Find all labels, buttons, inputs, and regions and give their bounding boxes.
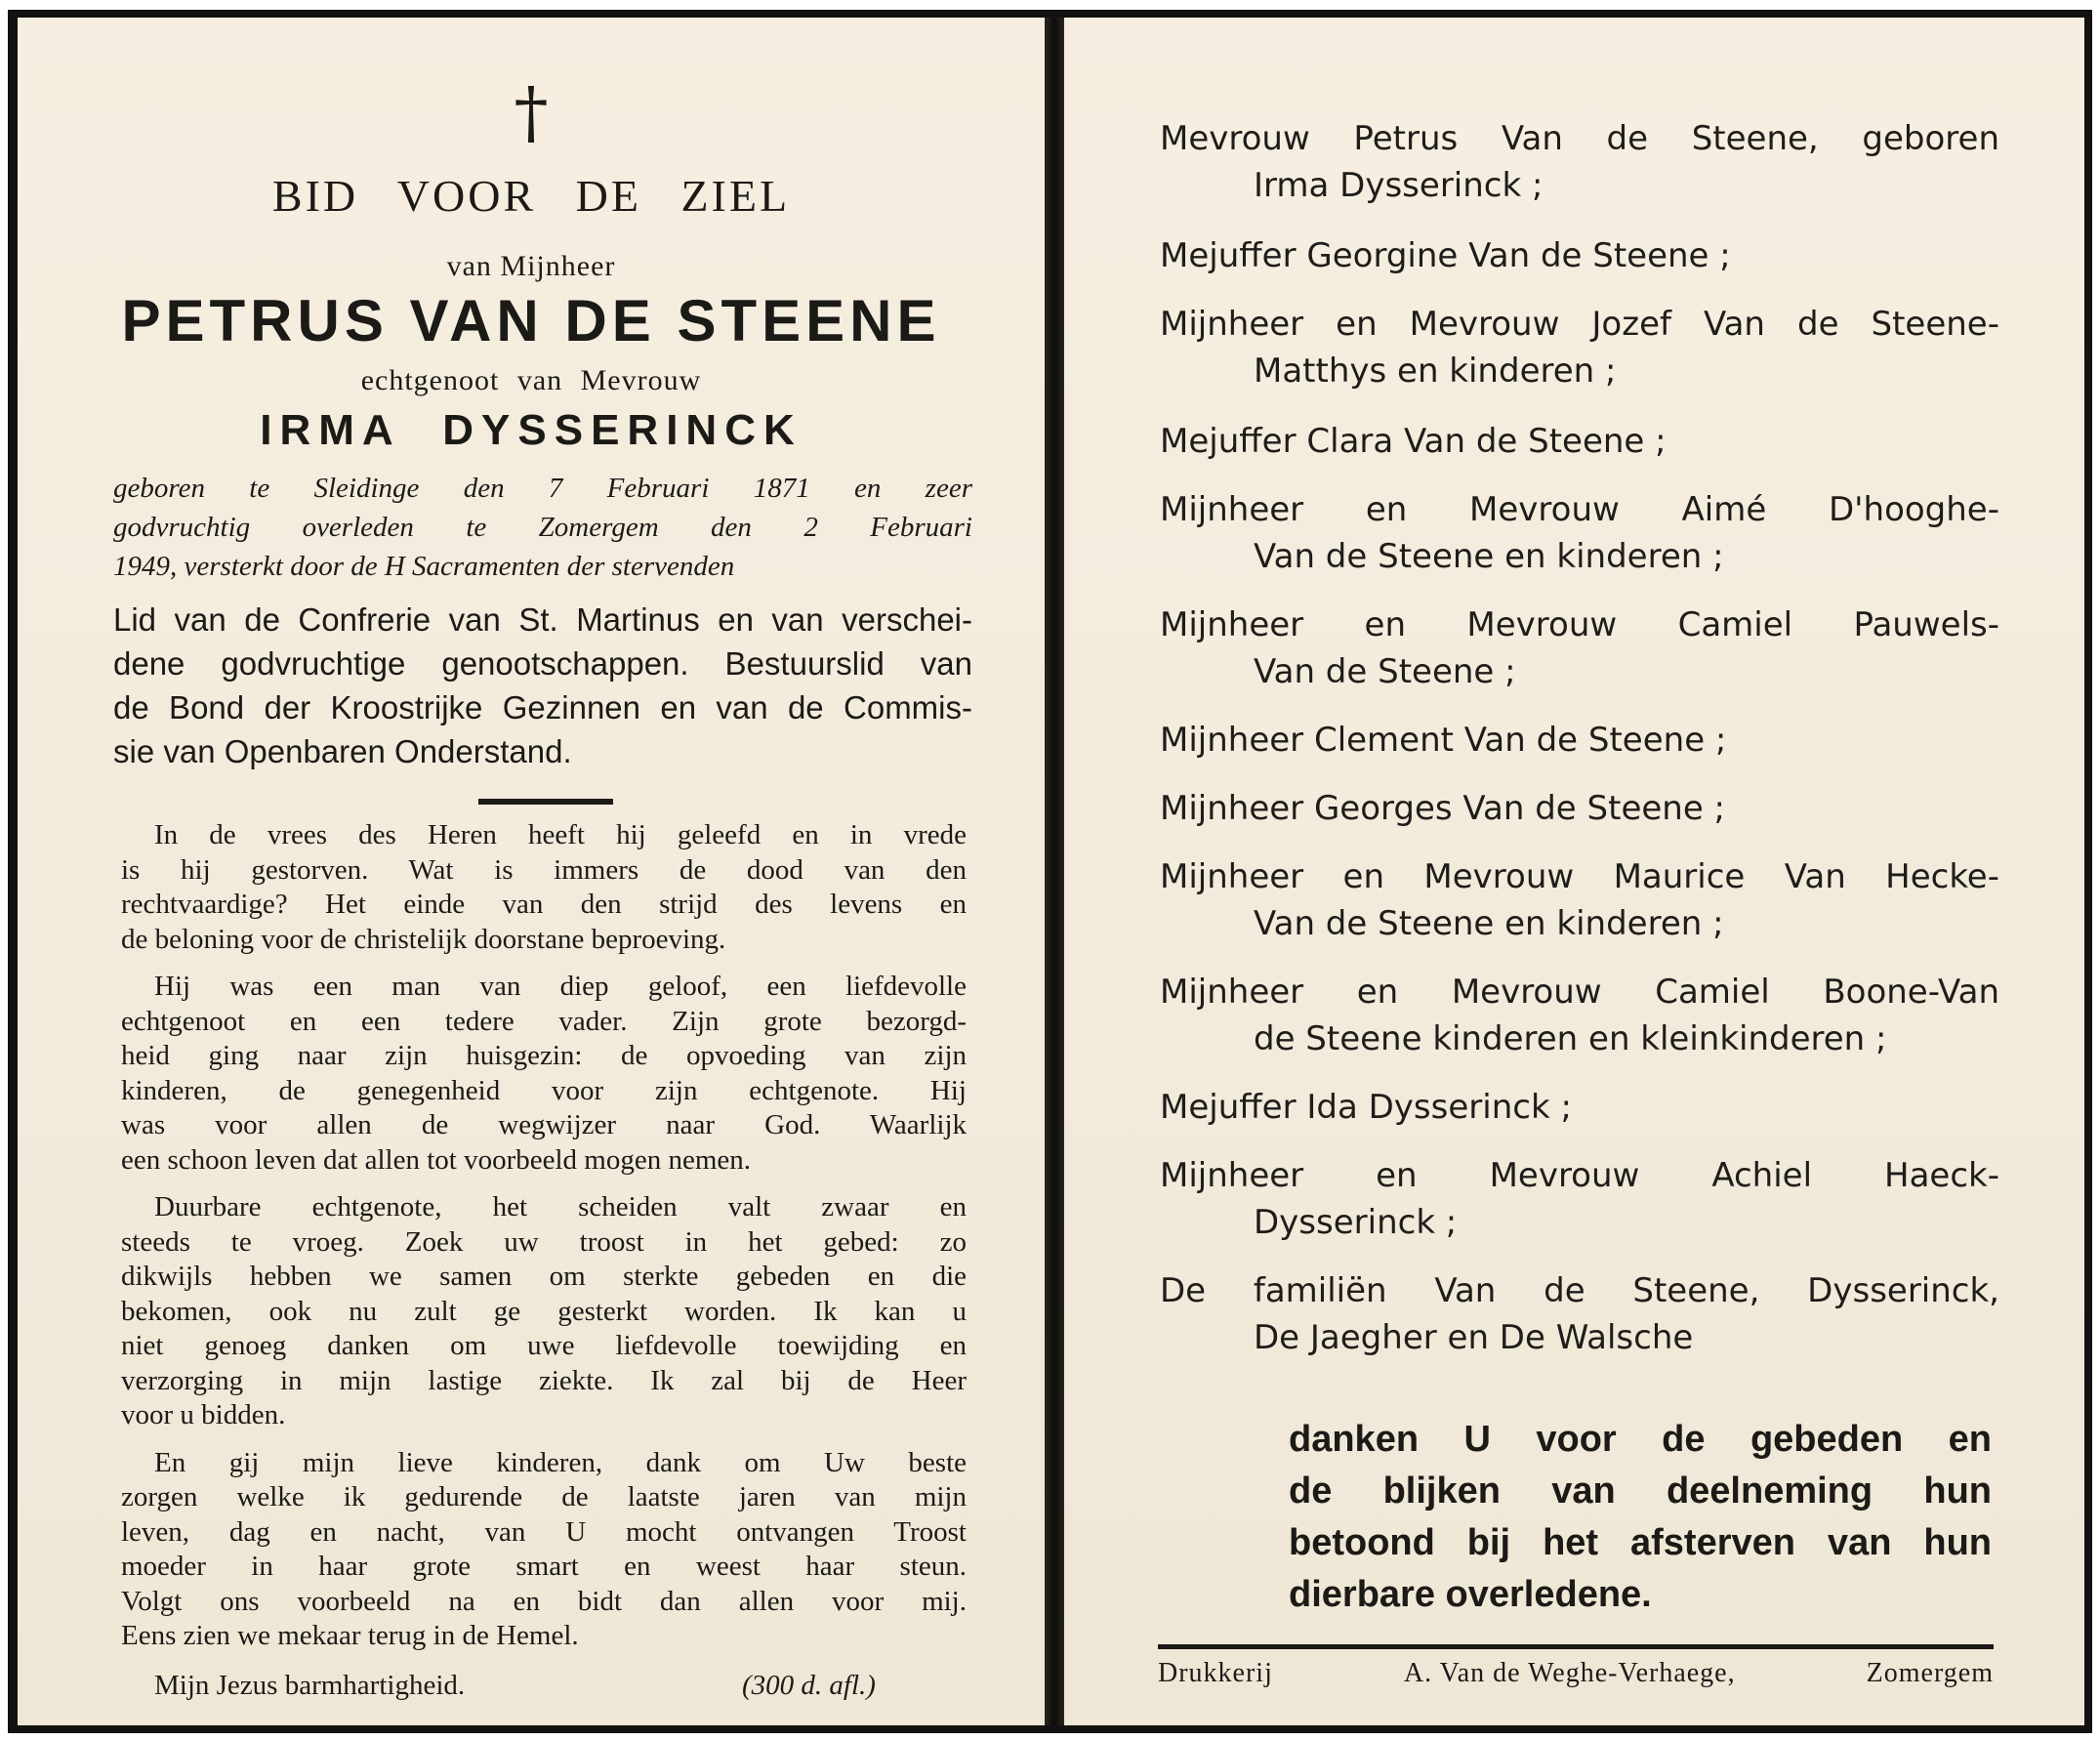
mourner-entry bbox=[1160, 601, 1999, 695]
mourner-entry bbox=[1160, 853, 1999, 947]
mourner-line: Mejuffer Ida Dysserinck ; bbox=[1160, 1088, 1572, 1127]
thanks-text bbox=[1289, 1414, 1992, 1621]
printer-place: Zomergem bbox=[1866, 1658, 1994, 1688]
footer-rule bbox=[1158, 1644, 1994, 1649]
memorial-card bbox=[8, 10, 2092, 1733]
text-line: dikwijls hebben we samen om sterkte gebeden en die bbox=[121, 1261, 967, 1292]
text-line: kinderen, de genegenheid voor zijn echtgenote. Hij bbox=[121, 1074, 967, 1106]
right-page bbox=[1064, 18, 2084, 1725]
dates-line: godvruchtig overleden te Zomergem den 2 Februari bbox=[113, 512, 972, 543]
mourner-continuation: Van de Steene en kinderen ; bbox=[1254, 904, 1724, 943]
text-line: was voor allen de wegwijzer naar God. Waarlijk bbox=[121, 1109, 967, 1140]
mourner-continuation: Van de Steene en kinderen ; bbox=[1254, 537, 1724, 576]
mourner-entry bbox=[1160, 969, 1999, 1062]
mourner-line: Mijnheer en Mevrouw Achiel Haeck- bbox=[1160, 1156, 1999, 1195]
mourner-continuation: Matthys en kinderen ; bbox=[1254, 352, 1617, 391]
text-line: de beloning voor de christelijk doorstane beproeving. bbox=[121, 923, 726, 955]
mourner-continuation: de Steene kinderen en kleinkinderen ; bbox=[1254, 1019, 1887, 1058]
thanks-line: danken U voor de gebeden en bbox=[1289, 1419, 1992, 1460]
mourner-continuation: Irma Dysserinck ; bbox=[1254, 166, 1544, 205]
text-line: Hij was een man van diep geloof, een liefdevolle bbox=[154, 971, 967, 1002]
mourner-entry bbox=[1160, 785, 1999, 832]
text-line: Volgt ons voorbeeld na en bidt dan allen voor mij. bbox=[121, 1585, 967, 1617]
mourner-entry bbox=[1160, 1267, 1999, 1361]
mourner-line: Mijnheer en Mevrouw Camiel Pauwels- bbox=[1160, 605, 1999, 644]
text-line: moeder in haar grote smart en weest haar steun. bbox=[121, 1551, 967, 1582]
mourner-entry bbox=[1160, 418, 1999, 465]
separator-rule bbox=[478, 799, 613, 805]
text-line: En gij mijn lieve kinderen, dank om Uw beste bbox=[154, 1446, 967, 1478]
mourner-continuation: Dysserinck ; bbox=[1254, 1203, 1458, 1242]
cross-icon: † bbox=[514, 72, 549, 152]
dates-line: geboren te Sleidinge den 7 Februari 1871 en zeer bbox=[113, 473, 972, 504]
text-line: is hij gestorven. Wat is immers de dood van den bbox=[121, 853, 967, 886]
text-line: echtgenoot en een tedere vader. Zijn grote bezorgd- bbox=[121, 1005, 967, 1037]
thanks-line: betoond bij het afsterven van hun bbox=[1289, 1522, 1992, 1563]
printer-label: Drukkerij bbox=[1158, 1658, 1273, 1688]
printer-name: A. Van de Weghe-Verhaege, bbox=[1403, 1658, 1736, 1688]
mourner-line: Mejuffer Clara Van de Steene ; bbox=[1160, 422, 1667, 461]
text-line: Eens zien we mekaar terug in de Hemel. bbox=[121, 1620, 579, 1651]
mourner-line: Mijnheer en Mevrouw Jozef Van de Steene- bbox=[1160, 305, 1999, 344]
paragraph bbox=[121, 970, 967, 1178]
mourner-line: Mejuffer Georgine Van de Steene ; bbox=[1160, 236, 1731, 275]
text-line: steeds te vroeg. Zoek uw troost in het gebed: zo bbox=[121, 1225, 967, 1258]
dates-line: 1949, versterkt door de H Sacramenten der stervenden bbox=[113, 551, 735, 582]
printer-credit bbox=[1158, 1658, 1994, 1689]
indulgence-note: (300 d. afl.) bbox=[742, 1670, 876, 1701]
mourners-list bbox=[1160, 115, 1999, 1361]
mourner-line: De familiën Van de Steene, Dysserinck, bbox=[1160, 1271, 1999, 1310]
text-line: rechtvaardige? Het einde van den strijd des levens en bbox=[121, 889, 967, 920]
mourner-continuation: De Jaegher en De Walsche bbox=[1254, 1318, 1694, 1357]
text-line: leven, dag en nacht, van U mocht ontvangen Troost bbox=[121, 1515, 967, 1548]
card-fold bbox=[1045, 18, 1064, 1725]
text-line: voor u bidden. bbox=[121, 1399, 286, 1430]
mourner-entry bbox=[1160, 232, 1999, 279]
text-line: een schoon leven dat allen tot voorbeeld mogen nemen. bbox=[121, 1143, 752, 1176]
mourner-line: Mevrouw Petrus Van de Steene, geboren bbox=[1160, 119, 1999, 158]
text-line: Duurbare echtgenote, het scheiden valt zwaar en bbox=[154, 1191, 967, 1222]
mourner-entry bbox=[1160, 1152, 1999, 1246]
membership-line: de Bond der Kroostrijke Gezinnen en van de Commis- bbox=[113, 689, 972, 725]
paragraph bbox=[121, 1190, 967, 1433]
mourner-line: Mijnheer Georges Van de Steene ; bbox=[1160, 789, 1726, 828]
prayer-heading: BID VOOR DE ZIEL bbox=[271, 171, 791, 221]
closing-prayer: Mijn Jezus barmhartigheid. bbox=[154, 1670, 466, 1701]
mourner-line: Mijnheer en Mevrouw Camiel Boone-Van bbox=[1160, 973, 1999, 1012]
text-line: niet genoeg danken om uwe liefdevolle toewijding en bbox=[121, 1330, 967, 1361]
membership-line: Lid van de Confrerie van St. Martinus en van verschei- bbox=[113, 601, 972, 638]
birth-death-dates bbox=[113, 469, 972, 586]
membership-line: sie van Openbaren Onderstand. bbox=[113, 733, 572, 769]
spouse-name: IRMA DYSSERINCK bbox=[260, 406, 803, 454]
deceased-name: PETRUS VAN DE STEENE bbox=[121, 288, 941, 353]
mourner-line: Mijnheer en Mevrouw Aimé D'hooghe- bbox=[1160, 490, 1999, 529]
thanks-line: dierbare overledene. bbox=[1289, 1574, 1652, 1615]
mourner-entry bbox=[1160, 301, 1999, 394]
text-line: zorgen welke ik gedurende de laatste jaren van mijn bbox=[121, 1481, 967, 1512]
membership-line: dene godvruchtige genootschappen. Bestuurslid van bbox=[113, 645, 972, 682]
paragraph bbox=[121, 818, 967, 957]
mourner-entry bbox=[1160, 486, 1999, 580]
mourner-entry bbox=[1160, 1084, 1999, 1131]
left-page bbox=[18, 18, 1045, 1725]
text-line: verzorging in mijn lastige ziekte. Ik zal bij de Heer bbox=[121, 1364, 967, 1396]
memorial-body bbox=[121, 818, 967, 1667]
text-line: In de vrees des Heren heeft hij geleefd en in vrede bbox=[154, 819, 967, 850]
paragraph bbox=[121, 1446, 967, 1654]
thanks-line: de blijken van deelneming hun bbox=[1289, 1471, 1992, 1512]
membership-text bbox=[113, 598, 972, 773]
mourner-line: Mijnheer en Mevrouw Maurice Van Hecke- bbox=[1160, 857, 1999, 896]
mourner-entry bbox=[1160, 115, 1999, 209]
mourner-line: Mijnheer Clement Van de Steene ; bbox=[1160, 721, 1727, 760]
spouse-line: echtgenoot van Mevrouw bbox=[360, 364, 702, 396]
text-line: heid ging naar zijn huisgezin: de opvoeding van zijn bbox=[121, 1040, 967, 1071]
from-line: van Mijnheer bbox=[446, 250, 616, 282]
mourner-entry bbox=[1160, 717, 1999, 764]
mourner-continuation: Van de Steene ; bbox=[1254, 652, 1516, 691]
text-line: bekomen, ook nu zult ge gesterkt worden. Ik kan u bbox=[121, 1295, 967, 1327]
